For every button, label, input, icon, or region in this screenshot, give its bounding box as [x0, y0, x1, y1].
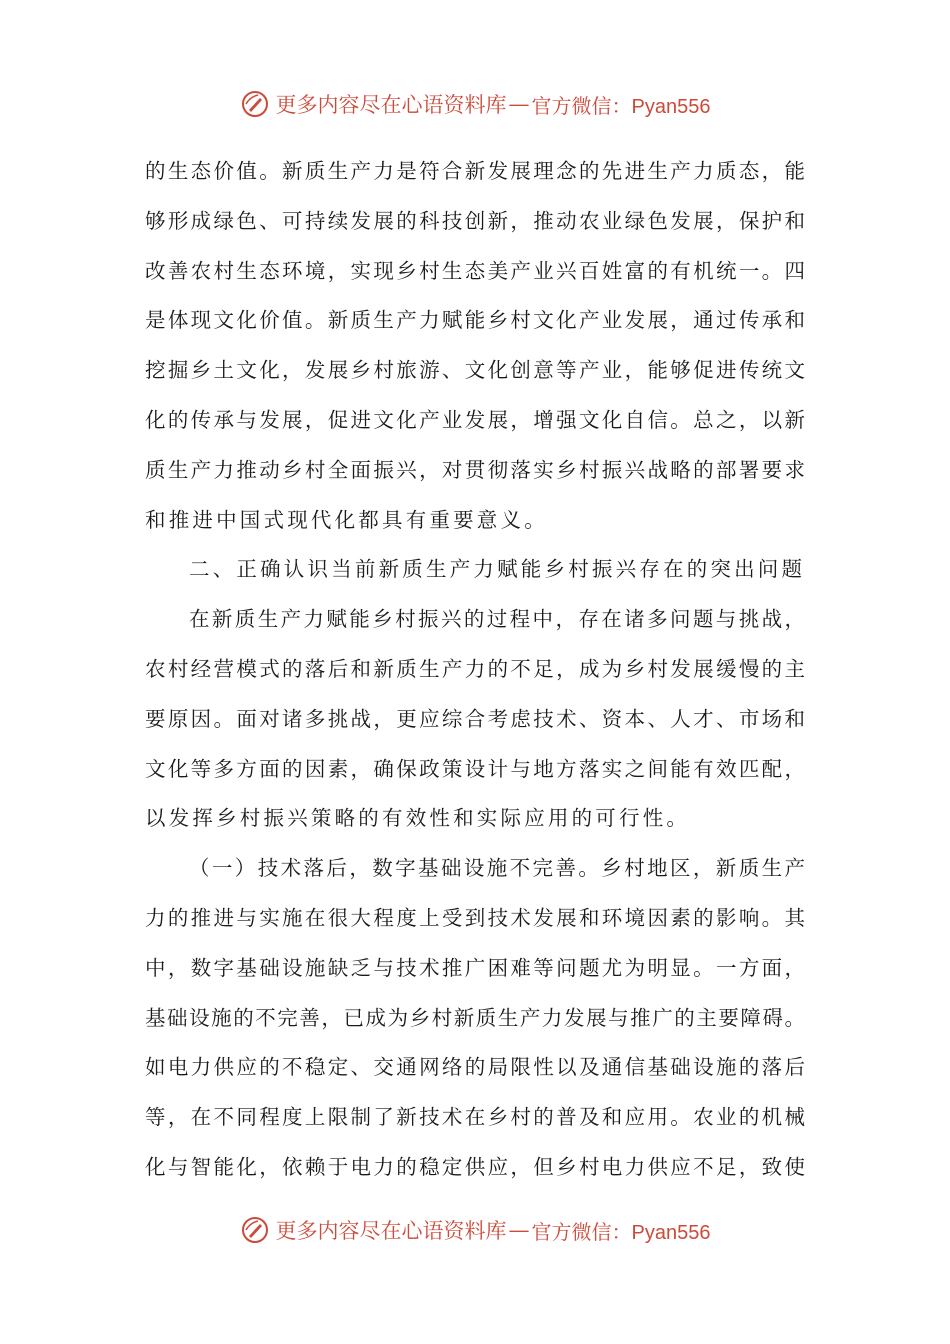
watermark-dash: —	[508, 1218, 530, 1242]
body-text-line: 的生态价值。新质生产力是符合新发展理念的先进生产力质态，能	[145, 159, 805, 183]
body-text-line: 力的推进与实施在很大程度上受到技术发展和环境因素的影响。其	[145, 905, 805, 930]
body-text-line: 是体现文化价值。新质生产力赋能乡村文化产业发展，通过传承和	[145, 308, 805, 333]
body-text-line: （一）技术落后，数字基础设施不完善。乡村地区，新质生产	[189, 856, 805, 881]
body-text-line: 农村经营模式的落后和新质生产力的不足，成为乡村发展缓慢的主	[145, 656, 805, 681]
watermark-dash: —	[508, 92, 530, 116]
body-text-line: 以发挥乡村振兴策略的有效性和实际应用的可行性。	[145, 806, 691, 831]
body-text-line: 挖掘乡土文化，发展乡村旅游、文化创意等产业，能够促进传统文	[145, 358, 805, 383]
pen-nib-icon	[240, 89, 270, 119]
body-text-line: 如电力供应的不稳定、交通网络的局限性以及通信基础设施的落后	[145, 1055, 805, 1080]
body-text-line: 化与智能化，依赖于电力的稳定供应，但乡村电力供应不足，致使	[145, 1154, 805, 1179]
body-text-line: 质生产力推动乡村全面振兴，对贯彻落实乡村振兴战略的部署要求	[145, 457, 805, 482]
body-text-line: 化的传承与发展，促进文化产业发展，增强文化自信。总之，以新	[145, 407, 805, 432]
body-text-line: 和推进中国式现代化都具有重要意义。	[145, 507, 548, 532]
body-text-line: 改善农村生态环境，实现乡村生态美产业兴百姓富的有机统一。四	[145, 258, 805, 283]
body-text-line: 二、正确认识当前新质生产力赋能乡村振兴存在的突出问题	[189, 557, 806, 582]
body-text-line: 够形成绿色、可持续发展的科技创新，推动农业绿色发展，保护和	[145, 208, 805, 233]
document-body	[145, 147, 805, 1193]
body-text-line: 在新质生产力赋能乡村振兴的过程中，存在诸多问题与挑战，	[189, 607, 805, 632]
pen-nib-icon	[240, 1215, 270, 1245]
body-text-line: 等，在不同程度上限制了新技术在乡村的普及和应用。农业的机械	[145, 1105, 805, 1130]
watermark-brand: 更多内容尽在心语资料库	[275, 93, 507, 117]
body-text-line: 文化等多方面的因素，确保政策设计与地方落实之间能有效匹配，	[145, 756, 805, 781]
watermark-brand: 更多内容尽在心语资料库	[275, 1219, 507, 1243]
watermark-contact: 官方微信：Pyan556	[531, 95, 711, 118]
body-text-line: 基础设施的不完善，已成为乡村新质生产力发展与推广的主要障碍。	[145, 1005, 805, 1030]
footer-watermark	[0, 1210, 950, 1250]
body-text-line: 中，数字基础设施缺乏与技术推广困难等问题尤为明显。一方面，	[145, 955, 805, 980]
watermark-contact: 官方微信：Pyan556	[531, 1221, 711, 1244]
body-text-line: 要原因。面对诸多挑战，更应综合考虑技术、资本、人才、市场和	[145, 706, 805, 731]
header-watermark	[0, 84, 950, 124]
